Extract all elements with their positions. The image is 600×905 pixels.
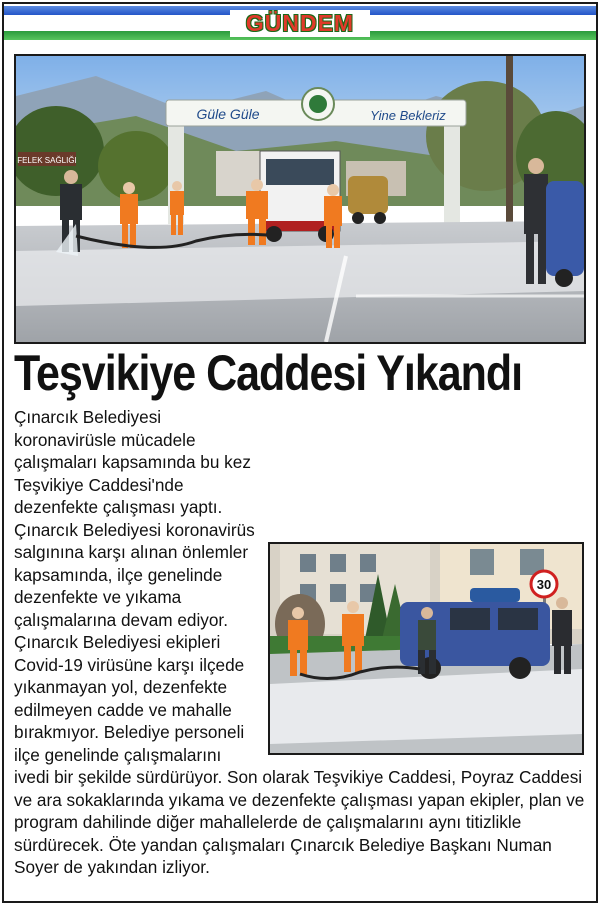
gate-sign-right: Yine Bekleriz (370, 108, 446, 123)
secondary-photo (268, 542, 584, 755)
article-paragraph: Çınarcık Belediyesi koronavirüsle mücadele çalışmaları kapsamında bu kez Teşvikiye Caddesi'nde dezenfekte çalışması yaptı. (14, 407, 251, 517)
gate-sign-left: Güle Güle (196, 106, 260, 122)
section-label: GÜNDEM (245, 10, 355, 36)
article-paragraph: Çınarcık Belediyesi ekipleri Covid-19 virüsüne karşı ilçede yıkanmayan yol, dezenfekte edilmeyen cadde ve mahalle bırakmıyor. Belediye personeli ilçe genelinde çalışmalarını ivedi bir şekilde sürdürüyor. Son olarak Teşvikiye Caddesi, Poyraz Caddesi ve ara sokaklarında yıkama ve dezenfekte çalışması yapan ekipler, plan ve program dahilinde diğer mahallelerde de çalışmalarını aynı titizlikle sürdürecek. Öte yandan çalışmaları Çınarcık Belediye Başkanı Numan Soyer de yakından izliyor. (14, 632, 585, 877)
article-headline: Teşvikiye Caddesi Yıkandı (14, 345, 522, 401)
section-banner (4, 4, 596, 40)
speed-sign-text: 30 (536, 577, 552, 592)
shop-sign-text: FELEK SAĞLIĞI (17, 156, 77, 165)
article-paragraph: Çınarcık Belediyesi koronavirüs salgınına karşı alınan önlemler kapsamında, ilçe genelinde dezenfekte ve yıkama çalışmalarına devam ediyor. (14, 519, 255, 630)
main-photo (14, 54, 586, 344)
